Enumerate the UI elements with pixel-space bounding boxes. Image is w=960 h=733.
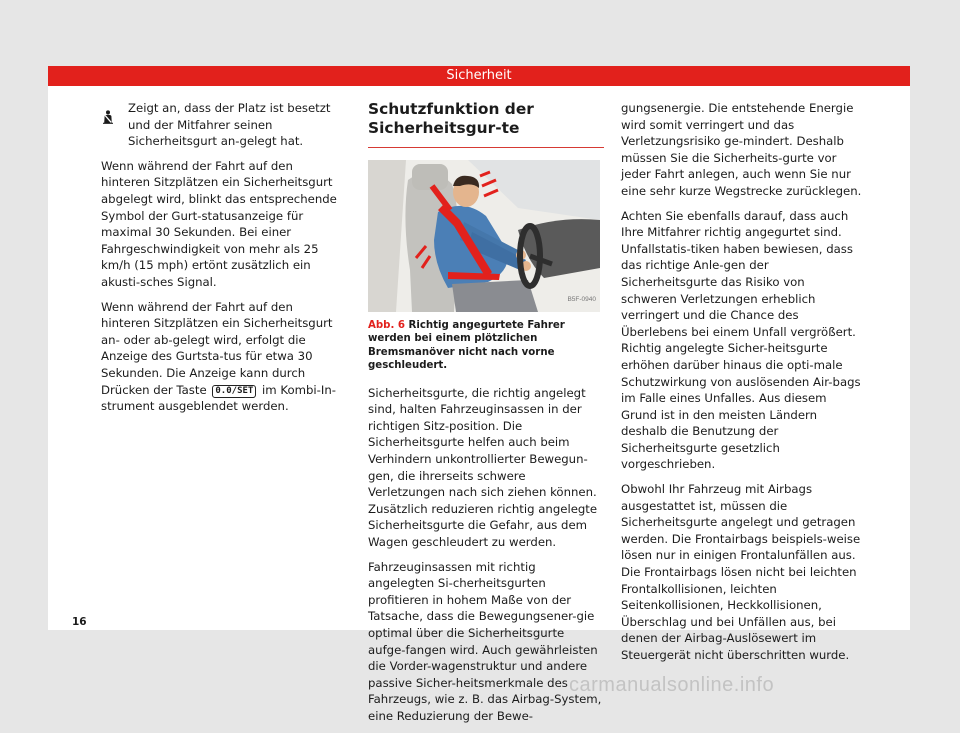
figure-tag: B5F-0940 [567,296,596,304]
paragraph: gungsenergie. Die entstehende Energie wird somit verringert und das Verletzungsrisiko ge-mindert. Deshalb müssen Sie die Sicherheits-gurte vor jeder Fahrt anlegen, auch wenn Sie nur eine sehr kurze Wegstrecke zurücklegen. [621,101,862,198]
paragraph: Obwohl Ihr Fahrzeug mit Airbags ausgestattet ist, müssen die Sicherheitsgurte angelegt und getragen werden. Die Frontairbags beispiels-weise lösen nur in einigen Frontalunfällen aus. Die Frontairbags lösen nicht bei leichten Frontalkollisionen, leichten Seitenkollisionen, Heckkollisionen, Überschlag und bei Unfällen aus, bei denen der Airbag-Auslösewert im Steuergerät nicht überschritten wurde. [621,482,861,662]
paragraph-text: im Kombi-In-strument ausgeblendet werden. [101,382,336,414]
column-1 [101,100,343,423]
section-heading: Schutzfunktion der Sicherheitsgur-te [368,100,604,148]
paragraph [101,299,343,415]
seatbelt-warning-icon [101,110,115,124]
driver-illustration [368,160,600,312]
paragraph: Wenn während der Fahrt auf den hinteren Sitzplätzen ein Sicherheitsgurt abgelegt wird, blinkt das entsprechende Symbol der Gurt-statusanzeige für maximal 30 Sekunden. Bei einer Fahrgeschwindigkeit von mehr als 25 km/h (15 mph) ertönt zusätzlich ein akusti-sches Signal. [101,158,337,289]
paragraph-text: Wenn während der Fahrt auf den hinteren Sitzplätzen ein Sicherheitsgurt an- oder ab-gelegt wird, erfolgt die Anzeige des Gurtsta-tus für etwa 30 Sekunden. Die Anzeige kann durch Drücken der Taste [101,299,333,397]
indicator-description [101,100,343,150]
column-2 [368,100,604,733]
watermark: carmanualsonline.info [569,674,775,696]
section-header: Sicherheit [48,66,910,86]
figure-driver-seatbelt [368,160,600,312]
caption-text: Richtig angegurtete Fahrer werden bei einem plötzlichen Bremsmanöver nicht nach vorne geschleudert. [368,320,565,372]
set-key-symbol: 0.0/SET [212,385,256,398]
indicator-text: Zeigt an, dass der Platz ist besetzt und der Mitfahrer seinen Sicherheitsgurt an-gelegt hat. [128,101,331,149]
paragraph: Fahrzeuginsassen mit richtig angelegten Si-cherheitsgurten profitieren in hohem Maße von der Tatsache, dass die Bewegungsener-gie optimal über die Sicherheitsgurte aufge-fangen wird. Auch gewährleisten die Vorder-wagenstruktur und andere passive Sicher-heitsmerkmale des Fahrzeugs, wie z. B. das Airbag-System, eine Reduzierung der Bewe- [368,559,602,723]
figure-caption [368,319,604,373]
caption-number: Abb. 6 [368,320,405,331]
paragraph: Sicherheitsgurte, die richtig angelegt sind, halten Fahrzeuginsassen in der richtigen Sitz-position. Die Sicherheitsgurte helfen auch beim Verhindern unkontrollierter Bewegun-gen, die ihrerseits schwere Verletzungen nach sich ziehen können. Zusätzlich reduzieren richtig angelegte Sicherheitsgurte die Gefahr, aus dem Wagen geschleudert zu werden. [368,385,598,549]
paragraph: Achten Sie ebenfalls darauf, dass auch Ihre Mitfahrer richtig angegurtet sind. Unfallstatis-tiken haben bewiesen, dass das richtige Anle-gen der Sicherheitsgurte das Risiko von schweren Verletzungen erheblich verringert und die Chance des Überlebens bei einem Unfall vergrößert. Richtig angelegte Sicher-heitsgurte erhöhen darüber hinaus die opti-male Schutzwirkung von auslösenden Air-bags im Falle eines Unfalles. Aus diesem Grund ist in den meisten Ländern deshalb die Benutzung der Sicherheitsgurte gesetzlich vorgeschrieben. [621,208,861,472]
column-3 [621,100,863,672]
page-number: 16 [72,616,87,628]
